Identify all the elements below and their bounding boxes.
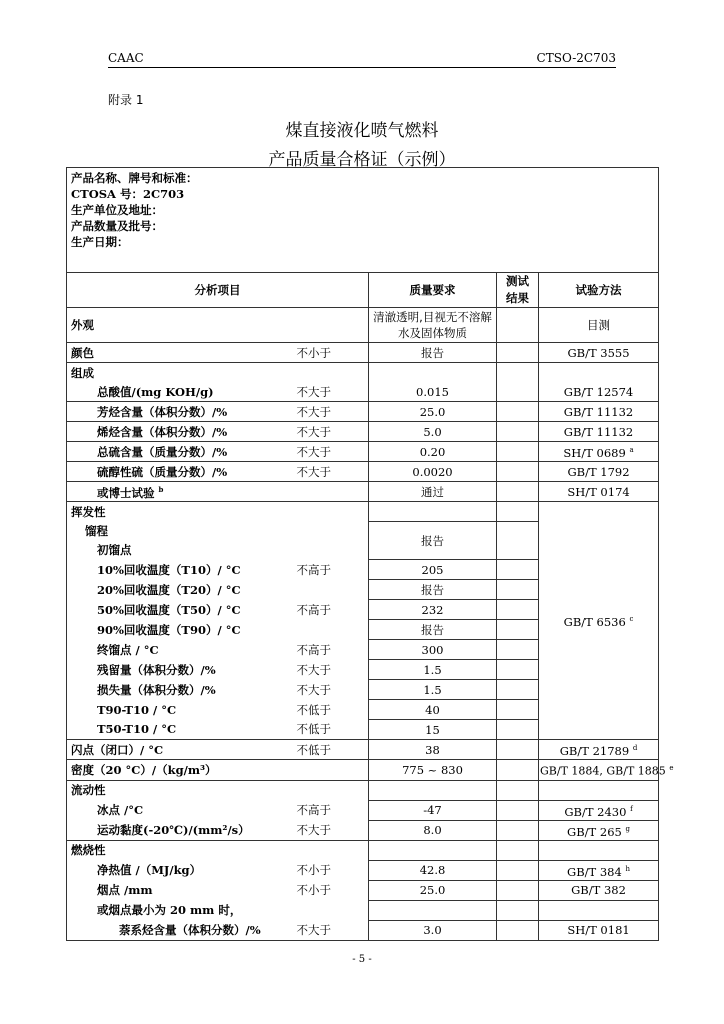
limit: 不大于 <box>293 442 369 462</box>
limit: 不低于 <box>293 720 369 740</box>
header-left: CAAC <box>108 51 144 65</box>
item-name: 20%回收温度（T20）/ °C <box>67 580 293 600</box>
col-result: 测试结果 <box>497 273 539 308</box>
footnote-mark: d <box>632 744 638 753</box>
method: SH/T 0689 $^a$ <box>539 442 659 462</box>
method: GB/T 265 $^g$ <box>539 820 659 840</box>
result-cell[interactable] <box>497 442 539 462</box>
limit: 不大于 <box>293 462 369 482</box>
item-name: 颜色 <box>67 343 293 363</box>
table-row <box>67 880 659 900</box>
limit: 不小于 <box>293 880 369 900</box>
info-line: 生产日期： <box>71 235 129 249</box>
result-cell[interactable] <box>497 760 539 781</box>
table-row <box>67 442 659 462</box>
result-cell[interactable] <box>497 820 539 840</box>
result-cell[interactable] <box>497 422 539 442</box>
footnote-mark: a <box>629 446 634 455</box>
table-row <box>67 820 659 840</box>
requirement: 25.0 <box>369 880 497 900</box>
item-name: T50-T10 / °C <box>67 720 293 740</box>
table-row <box>67 800 659 820</box>
table-row <box>67 920 659 940</box>
header-rule <box>108 67 616 68</box>
result-cell[interactable] <box>497 620 539 640</box>
requirement: 0.20 <box>369 442 497 462</box>
result-cell[interactable] <box>497 343 539 363</box>
section-name: 挥发性 <box>67 502 369 522</box>
table-row <box>67 482 659 502</box>
requirement: 38 <box>369 740 497 760</box>
table-row <box>67 502 659 522</box>
section-name: 燃烧性 <box>67 840 369 860</box>
table-row <box>67 860 659 880</box>
footnote-mark: b <box>158 485 164 495</box>
table-row <box>67 422 659 442</box>
limit: 不低于 <box>293 700 369 720</box>
footnote-mark: h <box>625 864 630 873</box>
limit: 不大于 <box>293 680 369 700</box>
table-row <box>67 840 659 860</box>
method: GB/T 2430 $^f$ <box>539 800 659 820</box>
item-name: 烟点 /mm <box>67 880 293 900</box>
item-name: 芳烃含量（体积分数）/% <box>67 402 293 422</box>
appendix-label: 附录 1 <box>108 93 144 107</box>
limit: 不大于 <box>293 920 369 940</box>
method: GB/T 6536 $^c$ <box>539 502 659 740</box>
table-row <box>67 343 659 363</box>
method: SH/T 0174 <box>539 482 659 502</box>
footnote-mark: g <box>625 824 630 833</box>
limit: 不高于 <box>293 800 369 820</box>
item-name: 萘系烃含量（体积分数）/% <box>67 920 293 940</box>
result-cell[interactable] <box>497 800 539 820</box>
requirement: 205 <box>369 560 497 580</box>
result-cell[interactable] <box>497 462 539 482</box>
requirement: -47 <box>369 800 497 820</box>
requirement: 1.5 <box>369 660 497 680</box>
method: GB/T 384 $^h$ <box>539 860 659 880</box>
requirement: 报告 <box>369 343 497 363</box>
requirement: 42.8 <box>369 860 497 880</box>
item-name: 闪点（闭口）/ °C <box>67 740 293 760</box>
result-cell[interactable] <box>497 382 539 402</box>
requirement: 报告 <box>369 580 497 600</box>
result-cell[interactable] <box>497 600 539 620</box>
requirement: 通过 <box>369 482 497 502</box>
result-cell[interactable] <box>497 920 539 940</box>
method: GB/T 11132 <box>539 402 659 422</box>
item-name: T90-T10 / °C <box>67 700 293 720</box>
item-name: 净热值 /（MJ/kg） <box>67 860 293 880</box>
info-line: 产品名称、牌号和标准： <box>71 171 198 185</box>
item-name: 90%回收温度（T90）/ °C <box>67 620 293 640</box>
limit: 不高于 <box>293 560 369 580</box>
limit: 不大于 <box>293 820 369 840</box>
limit: 不高于 <box>293 640 369 660</box>
result-cell[interactable] <box>497 740 539 760</box>
requirement: 1.5 <box>369 680 497 700</box>
result-cell[interactable] <box>497 308 539 343</box>
result-cell[interactable] <box>497 880 539 900</box>
method: GB/T 11132 <box>539 422 659 442</box>
requirement: 3.0 <box>369 920 497 940</box>
item-name: 总酸值/(mg KOH/g) <box>67 382 293 402</box>
quality-table <box>66 167 674 941</box>
method: GB/T 3555 <box>539 343 659 363</box>
method: SH/T 0181 <box>539 920 659 940</box>
table-row <box>67 780 659 800</box>
requirement: 5.0 <box>369 422 497 442</box>
page-number: - 5 - <box>352 954 372 965</box>
item-name: 硫醇性硫（质量分数）/% <box>67 462 293 482</box>
limit: 不大于 <box>293 660 369 680</box>
document-title: 煤直接液化喷气燃料 <box>285 121 439 141</box>
method: GB/T 21789 $^d$ <box>539 740 659 760</box>
section-name: 组成 <box>67 363 369 383</box>
footnote-mark: c <box>629 615 634 624</box>
limit: 不大于 <box>293 402 369 422</box>
table-row <box>67 760 659 781</box>
info-line: CTOSA 号：2C703 <box>71 187 185 201</box>
table-header <box>67 273 659 308</box>
col-requirement: 质量要求 <box>369 273 497 308</box>
footnote-mark: e <box>669 764 674 772</box>
footnote-mark: f <box>630 804 633 813</box>
item-name: 烯烃含量（体积分数）/% <box>67 422 293 442</box>
requirement: 15 <box>369 720 497 740</box>
item-name: 总硫含量（质量分数）/% <box>67 442 293 462</box>
table-row <box>67 363 659 383</box>
item-name: 密度（20 °C）/（kg/m³） <box>67 760 369 781</box>
item-name: 外观 <box>67 308 369 343</box>
info-line: 生产单位及地址： <box>71 203 163 217</box>
result-cell[interactable] <box>497 482 539 502</box>
header-right: CTSO-2C703 <box>536 51 616 65</box>
product-info <box>67 168 659 273</box>
limit: 不大于 <box>293 382 369 402</box>
item-name: 10%回收温度（T10）/ °C <box>67 560 293 580</box>
table-row <box>67 740 659 760</box>
info-line: 产品数量及批号： <box>71 219 163 233</box>
requirement: 232 <box>369 600 497 620</box>
item-name: 终馏点 / °C <box>67 640 293 660</box>
item-name: 50%回收温度（T50）/ °C <box>67 600 293 620</box>
table-row <box>67 402 659 422</box>
col-method: 试验方法 <box>539 273 659 308</box>
result-cell[interactable] <box>497 720 539 740</box>
item-name: 损失量（体积分数）/% <box>67 680 293 700</box>
info-row <box>67 168 659 273</box>
requirement: 清澈透明,目视无不溶解水及固体物质 <box>369 308 497 343</box>
section-name: 流动性 <box>67 780 369 800</box>
result-cell[interactable] <box>497 580 539 600</box>
method: GB/T 12574 <box>539 382 659 402</box>
method: GB/T 1792 <box>539 462 659 482</box>
limit: 不高于 <box>293 600 369 620</box>
result-cell[interactable] <box>497 660 539 680</box>
result-cell[interactable] <box>497 640 539 660</box>
limit: 不低于 <box>293 740 369 760</box>
result-cell[interactable] <box>497 680 539 700</box>
table-row <box>67 308 659 343</box>
col-item: 分析项目 <box>67 273 369 308</box>
requirement: 0.0020 <box>369 462 497 482</box>
result-cell[interactable] <box>497 522 539 560</box>
item-name: 残留量（体积分数）/% <box>67 660 293 680</box>
result-cell[interactable] <box>497 860 539 880</box>
table-row <box>67 382 659 402</box>
result-cell[interactable] <box>497 700 539 720</box>
item-name: 或博士试验 $^b$ <box>67 482 293 502</box>
table-row <box>67 462 659 482</box>
table-row <box>67 900 659 920</box>
item-name: 初馏点 <box>67 541 369 560</box>
requirement: 40 <box>369 700 497 720</box>
method: 目测 <box>539 308 659 343</box>
requirement: 300 <box>369 640 497 660</box>
requirement: 775 ~ 830 <box>369 760 497 781</box>
limit: 不大于 <box>293 422 369 442</box>
section-name: 馏程 <box>67 522 369 541</box>
requirement: 0.015 <box>369 382 497 402</box>
requirement: 25.0 <box>369 402 497 422</box>
method: GB/T 1884, GB/T 1885 $^e$ <box>539 760 659 781</box>
limit: 不小于 <box>293 343 369 363</box>
method: GB/T 382 <box>539 880 659 900</box>
item-name: 运动黏度(-20℃)/(mm²/s） <box>67 820 293 840</box>
limit: 不小于 <box>293 860 369 880</box>
result-cell[interactable] <box>497 402 539 422</box>
requirement: 8.0 <box>369 820 497 840</box>
item-name: 或烟点最小为 20 mm 时， <box>67 900 369 920</box>
requirement: 报告 <box>369 522 497 560</box>
item-name: 冰点 /°C <box>67 800 293 820</box>
document-subtitle: 产品质量合格证（示例） <box>268 150 456 170</box>
result-cell[interactable] <box>497 560 539 580</box>
requirement: 报告 <box>369 620 497 640</box>
